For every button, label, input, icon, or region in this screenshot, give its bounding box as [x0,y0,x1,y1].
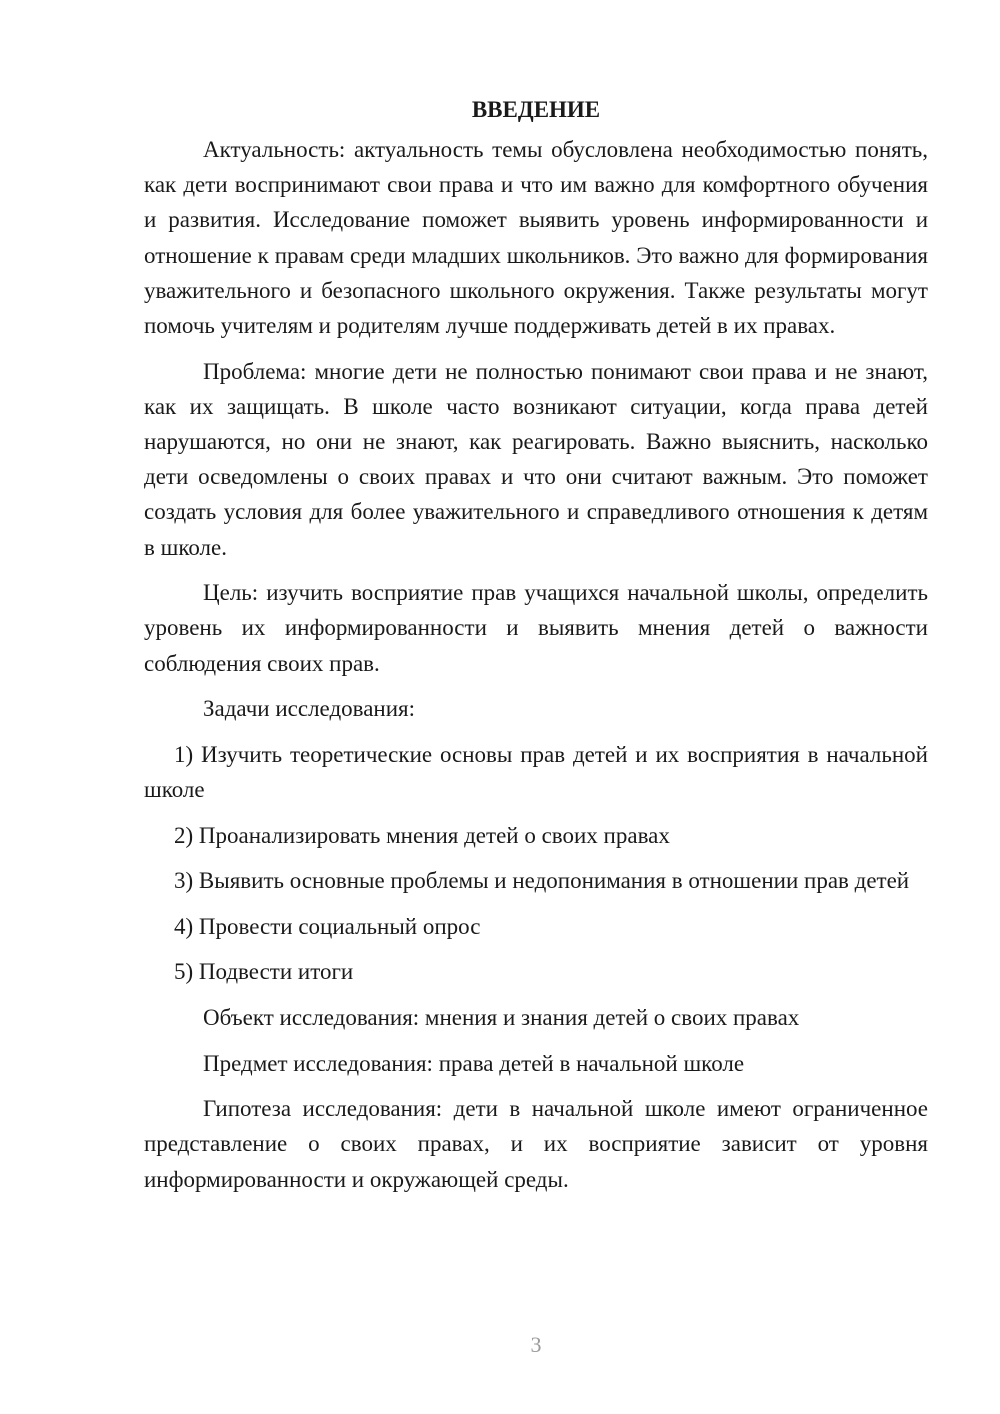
relevance-paragraph: Актуальность: актуальность темы обусловлена необходимостью понять, как дети воспринимают свои права и что им важно для комфортного обучения и развития. Исследование поможет выявить уровень информированности и отношение к правам среди младших школьников. Это важно для формирования уважительного и безопасного школьного окружения. Также результаты могут помочь учителям и родителям лучше поддерживать детей в их правах. [144,137,928,339]
task-item: 3) Выявить основные проблемы и недопонимания в отношении прав детей [174,868,910,894]
page-number: 3 [530,1332,542,1357]
document-body [144,92,928,1207]
subject-paragraph: Предмет исследования: права детей в начальной школе [203,1050,745,1076]
task-item: 2) Проанализировать мнения детей о своих правах [174,822,670,848]
task-item: 4) Провести социальный опрос [174,913,481,939]
task-item: 1) Изучить теоретические основы прав детей и их восприятия в начальной школе [144,741,928,803]
page-title: ВВЕДЕНИЕ [471,97,601,122]
task-item: 5) Подвести итоги [174,959,354,985]
problem-paragraph: Проблема: многие дети не полностью понимают свои права и не знают, как их защищать. В школе часто возникают ситуации, когда права детей нарушаются, но они не знают, как реагировать. Важно выяснить, насколько дети осведомлены о своих правах и что они считают важным. Это поможет создать условия для более уважительного и справедливого отношения к детям в школе. [144,358,928,560]
object-paragraph: Объект исследования: мнения и знания детей о своих правах [203,1004,800,1030]
tasks-heading: Задачи исследования: [203,696,416,722]
goal-paragraph: Цель: изучить восприятие прав учащихся начальной школы, определить уровень их информированности и выявить мнения детей о важности соблюдения своих прав. [144,580,928,676]
hypothesis-paragraph: Гипотеза исследования: дети в начальной школе имеют ограниченное представление о своих правах, и их восприятие зависит от уровня информированности и окружающей среды. [144,1096,928,1192]
